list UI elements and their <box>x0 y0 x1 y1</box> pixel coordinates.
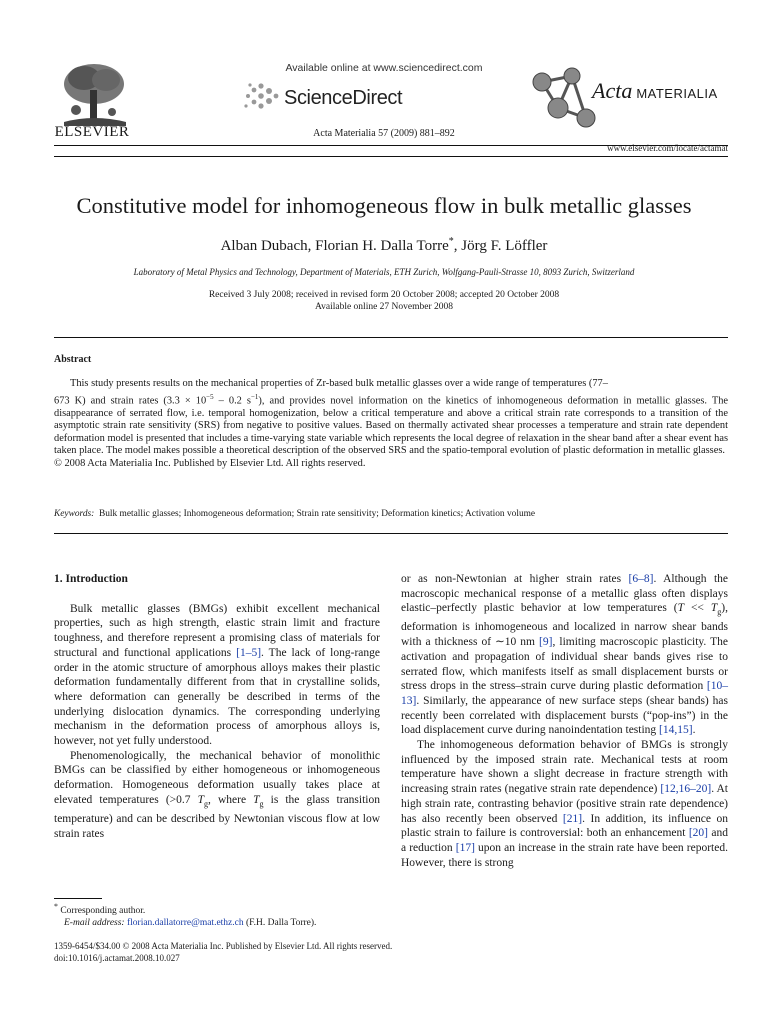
section-heading: 1. Introduction <box>54 573 128 585</box>
corresponding-author-note: Corresponding author. <box>60 906 146 917</box>
citation-link[interactable]: [17] <box>455 841 475 854</box>
citation-link[interactable]: [9] <box>539 636 553 649</box>
abstract-heading: Abstract <box>54 354 92 365</box>
sciencedirect-wordmark: ScienceDirect <box>284 87 403 109</box>
available-online-text: Available online at www.sciencedirect.com <box>285 62 483 74</box>
email-link[interactable]: florian.dallatorre@mat.ethz.ch <box>126 918 244 929</box>
email-suffix: (F.H. Dalla Torre). <box>243 918 317 929</box>
journal-reference: Acta Materialia 57 (2009) 881–892 <box>313 128 455 139</box>
body-column-left <box>54 572 380 841</box>
page-footer <box>54 940 728 964</box>
keywords <box>54 509 728 519</box>
citation-link[interactable]: [6–8] <box>628 573 654 585</box>
citation-link[interactable]: [21] <box>562 812 583 825</box>
body-paragraph: The inhomogeneous deformation behavior of BMGs is strongly influenced by the imposed strain rate. Mechanical tests at room temperature have shown a slight decrease in fracture strength with increasing strain rates (negative strain rate dependence) [12,16–20]. At high strain rate, contrasting behavior (positive strain rate dependence) has also recently been observed [21]. In addition, its influence on plastic strain to failure is controversial: both an enhancement [20] and a reduction [17] upon an increase in the strain rate have been reported. However, there is strong <box>401 739 729 869</box>
acta-materialia-logo <box>528 66 748 132</box>
header-rule-thin <box>54 156 728 157</box>
keywords-text: Bulk metallic glasses; Inhomogeneous deformation; Strain rate sensitivity; Deformation kinetics; Activation volume <box>98 509 536 519</box>
issn-line: 1359-6454/$34.00 © 2008 Acta Materialia Inc. Published by Elsevier Ltd. All rights reserved. <box>54 941 393 951</box>
citation-link[interactable]: [20] <box>688 827 708 840</box>
footnote-mark: * <box>54 902 58 911</box>
affiliation: Laboratory of Metal Physics and Technology, Department of Materials, ETH Zurich, Wolfgang-Pauli-Strasse 10, 8093 Zurich, Switzerland <box>133 267 635 277</box>
citation-link[interactable]: [14,15] <box>659 724 693 737</box>
received-dates: Received 3 July 2008; received in revised form 20 October 2008; accepted 20 October 2008 <box>208 290 560 300</box>
article-dates <box>0 289 768 313</box>
abstract-body <box>54 378 728 471</box>
author-name[interactable]: Florian H. Dalla Torre <box>315 238 449 254</box>
article-title: Constitutive model for inhomogeneous flow in bulk metallic glasses <box>76 193 692 218</box>
abstract-paragraph: This study presents results on the mechanical properties of Zr-based bulk metallic glasses over a wide range of temperatures (77– 673 K) and strain rates ($3.3 \times 10^{-5} - 0.2$ $s^{-1}$), and provides novel information on the kinetics of inhomogeneous deformation in metallic glasses. The disappearance of serrated flow, i.e. temporal homogenization, below a critical temperature and above a critical strain rate corresponds to a transition of the asymptotic strain rate sensitivity (SRS) from negative to positive values. Based on thermally activated shear processes a temperature and strain rate dependent deformation model is presented that includes a time-varying state variable which represents the local degree of relaxation in the shear band after a shear event has taken place. The model makes possible a theoretical description of the observed SRS and the spatio-temporal evolution of plastic deformation in metallic glasses. <box>54 378 728 457</box>
abstract-top-rule <box>54 337 728 338</box>
citation-link[interactable]: [10–13] <box>401 680 728 707</box>
email-label: E-mail address: <box>64 918 125 929</box>
footnote-rule <box>54 898 102 899</box>
acta-logo-main: Acta <box>592 78 633 103</box>
abstract-bottom-rule <box>54 533 728 534</box>
body-column-right <box>401 572 728 870</box>
author-list: Alban Dubach, Florian H. Dalla Torre*, Jörg F. Löffler <box>220 236 548 254</box>
corresponding-mark: * <box>448 236 454 247</box>
sciencedirect-logo[interactable] <box>240 80 430 114</box>
citation-link[interactable]: [12,16–20] <box>660 783 712 796</box>
author-name[interactable]: Alban Dubach <box>220 238 308 254</box>
body-paragraph: Bulk metallic glasses (BMGs) exhibit excellent mechanical properties, such as high strength, elastic strain limit and fracture toughness, and therefore represent a promising class of materials for structural and functional applications [1–5]. The lack of long-range order in the atomic structure of amorphous alloys makes their plastic deformation fundamentally different from that in crystalline solids, where deformation can generally be described in terms of the underlying dislocation dynamics. The corresponding underlying mechanism in the deformation process of amorphous alloys is, however, not yet fully understood. <box>54 602 380 748</box>
molecule-icon <box>528 66 598 132</box>
journal-url-link[interactable]: www.elsevier.com/locate/actamat <box>607 143 728 153</box>
author-name[interactable]: Jörg F. Löffler <box>461 238 548 254</box>
acta-logo-sub: MATERIALIA <box>636 86 718 101</box>
publisher-name: ELSEVIER <box>54 124 130 140</box>
sciencedirect-dots-icon <box>240 80 280 114</box>
citation-link[interactable]: [1–5] <box>236 646 262 659</box>
keywords-label: Keywords: <box>54 509 95 519</box>
available-online-date: Available online 27 November 2008 <box>314 302 454 312</box>
abstract-copyright: © 2008 Acta Materialia Inc. Published by Elsevier Ltd. All rights reserved. <box>54 458 366 470</box>
doi-line[interactable]: doi:10.1016/j.actamat.2008.10.027 <box>54 953 180 963</box>
body-paragraph: or as non-Newtonian at higher strain rates [6–8]. Although the macroscopic mechanical response of a metallic glass often displays elastic–perfectly plastic behavior at low temperatures $(T << T_g)$, deformation is inhomogeneous and localized in narrow shear bands with a thickness of ∼10 nm [9], limiting macroscopic plasticity. The activation and propagation of individual shear bands gives rise to serrated flow, which manifests itself as small displacement bursts or stress drops in the stress–strain curve during plastic deformation [10–13]. Similarly, the appearance of new surface steps (shear bands) has recently been correlated with displacement bursts (“pop-ins”) in the load displacement curve during nanoindentation testing [14,15]. <box>401 573 728 737</box>
footnote <box>54 901 380 929</box>
body-paragraph: Phenomenologically, the mechanical behavior of monolithic BMGs can be classified by either homogeneous or inhomogeneous deformation. Homogeneous deformation usually takes place at elevated temperatures (>0.7 $T_g$, where $T_g$ is the glass transition temperature) and can be described by Newtonian viscous flow at low strain rates <box>54 749 380 840</box>
